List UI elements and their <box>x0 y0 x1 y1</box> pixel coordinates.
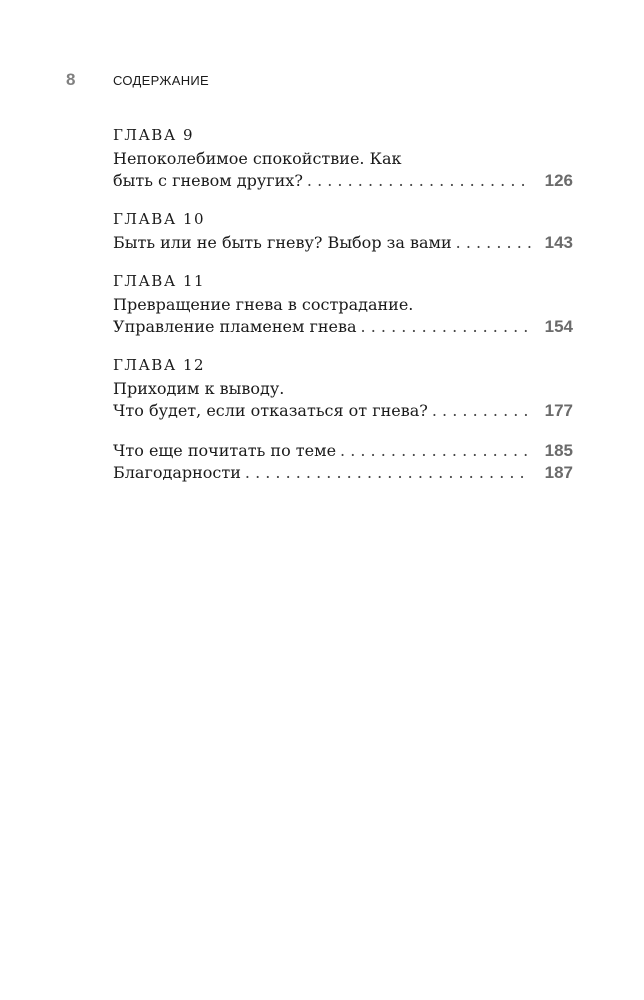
dot-leader <box>361 316 531 338</box>
toc-back-matter <box>113 440 573 484</box>
table-of-contents <box>113 124 573 484</box>
dot-leader <box>340 440 531 462</box>
toc-entry-acknowledgements[interactable] <box>113 462 573 484</box>
chapter-title-line: Приходим к выводу. <box>113 379 285 398</box>
dot-leader <box>456 232 531 254</box>
page-reference: 185 <box>544 441 573 460</box>
dot-leader <box>307 170 531 192</box>
toc-entry[interactable] <box>113 232 573 254</box>
dot-leader <box>432 400 531 422</box>
chapter-label: ГЛАВА 10 <box>113 210 206 228</box>
entry-title: Что еще почитать по теме <box>113 441 337 460</box>
running-title: СОДЕРЖАНИЕ <box>113 73 210 88</box>
page-reference: 143 <box>544 233 573 252</box>
chapter-label: ГЛАВА 9 <box>113 126 195 144</box>
chapter-title-line: быть с гневом других? <box>113 171 303 190</box>
toc-entry[interactable] <box>113 170 573 192</box>
page-reference: 177 <box>544 401 573 420</box>
page-header <box>66 70 586 94</box>
entry-title: Благодарности <box>113 463 241 482</box>
toc-entry[interactable] <box>113 316 573 338</box>
page-number: 8 <box>66 70 76 89</box>
chapter-label: ГЛАВА 12 <box>113 356 206 374</box>
toc-chapter-10 <box>113 208 573 254</box>
chapter-title-line: Превращение гнева в сострадание. <box>113 295 414 314</box>
chapter-title-line: Непоколебимое спокойствие. Как <box>113 149 402 168</box>
page-reference: 154 <box>544 317 573 336</box>
chapter-title-line: Что будет, если отказаться от гнева? <box>113 401 428 420</box>
chapter-title-line: Управление пламенем гнева <box>113 317 357 336</box>
dot-leader <box>245 462 531 484</box>
chapter-title-line: Быть или не быть гневу? Выбор за вами <box>113 233 452 252</box>
toc-chapter-11 <box>113 270 573 338</box>
toc-entry[interactable] <box>113 400 573 422</box>
toc-chapter-12 <box>113 354 573 422</box>
toc-entry-further-reading[interactable] <box>113 440 573 462</box>
toc-chapter-9 <box>113 124 573 192</box>
page-reference: 187 <box>544 463 573 482</box>
page-reference: 126 <box>544 171 573 190</box>
chapter-label: ГЛАВА 11 <box>113 272 206 290</box>
